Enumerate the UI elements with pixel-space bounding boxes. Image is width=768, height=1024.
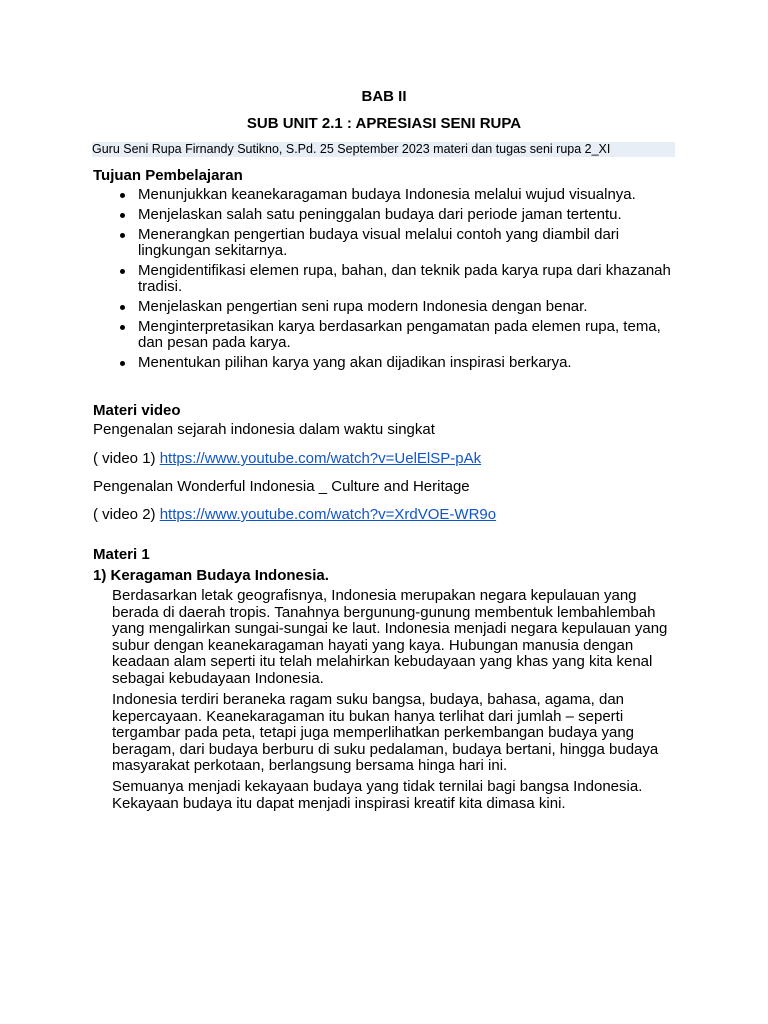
goals-heading: Tujuan Pembelajaran — [93, 167, 243, 184]
teacher-info-highlight: Guru Seni Rupa Firnandy Sutikno, S.Pd. 25 September 2023 materi dan tugas seni rupa 2_XI — [92, 142, 675, 157]
video1-link[interactable]: https://www.youtube.com/watch?v=UelElSP-pAk — [159, 450, 482, 467]
bullet-icon — [120, 361, 125, 366]
chapter-title: BAB II — [361, 88, 407, 105]
video2-link[interactable]: https://www.youtube.com/watch?v=XrdVOE-WR9o — [159, 506, 497, 523]
video2-description: Pengenalan Wonderful Indonesia _ Culture and Heritage — [93, 478, 470, 495]
list-item: Menginterpretasikan karya berdasarkan pengamatan pada elemen rupa, tema, dan pesan pada karya. — [93, 319, 683, 351]
list-item: Menjelaskan pengertian seni rupa modern Indonesia dengan benar. — [93, 299, 683, 315]
bullet-icon — [120, 213, 125, 218]
bullet-icon — [120, 193, 125, 198]
materi1-subheading: 1) Keragaman Budaya Indonesia. — [93, 567, 329, 584]
bullet-icon — [120, 325, 125, 330]
goals-list — [93, 187, 683, 375]
list-item: Menjelaskan salah satu peninggalan budaya dari periode jaman tertentu. — [93, 207, 683, 223]
list-item: Mengidentifikasi elemen rupa, bahan, dan teknik pada karya rupa dari khazanah tradisi. — [93, 263, 683, 295]
materi1-heading: Materi 1 — [93, 546, 150, 563]
paragraph-diversity: Indonesia terdiri beraneka ragam suku bangsa, budaya, bahasa, agama, dan kepercayaan. Keanekaragaman itu bukan hanya terlihat dari jumlah – seperti tergambar pada peta, tetapi juga memperlihatkan perkembangan budaya yang beragam, dari budaya berburu di suku pedalaman, budaya bertani, hingga budaya masyarakat perkotaan, berlangsung bersama hinga hari ini. — [112, 691, 659, 774]
bullet-icon — [120, 233, 125, 238]
video1-line: ( video 1) https://www.youtube.com/watch?v=UelElSP-pAk — [93, 450, 482, 467]
bullet-icon — [120, 269, 125, 274]
subunit-title: SUB UNIT 2.1 : APRESIASI SENI RUPA — [246, 115, 522, 132]
video2-line: ( video 2) https://www.youtube.com/watch?v=XrdVOE-WR9o — [93, 506, 497, 523]
list-item: Menentukan pilihan karya yang akan dijadikan inspirasi berkarya. — [93, 355, 683, 371]
bullet-icon — [120, 305, 125, 310]
video-heading: Materi video — [93, 402, 181, 419]
list-item: Menerangkan pengertian budaya visual melalui contoh yang diambil dari lingkungan sekitarnya. — [93, 227, 683, 259]
video1-description: Pengenalan sejarah indonesia dalam waktu singkat — [93, 421, 435, 438]
paragraph-wealth: Semuanya menjadi kekayaan budaya yang tidak ternilai bagi bangsa Indonesia. Kekayaan budaya itu dapat menjadi inspirasi kreatif kita dimasa kini. — [112, 778, 643, 812]
list-item: Menunjukkan keanekaragaman budaya Indonesia melalui wujud visualnya. — [93, 187, 683, 203]
paragraph-geography: Berdasarkan letak geografisnya, Indonesia merupakan negara kepulauan yang berada di daerah tropis. Tanahnya bergunung-gunung membentuk lembahlembah yang mengalirkan sungai-sungai ke laut. Indonesia menjadi negara kepulauan yang subur dengan keanekaragaman hayati yang kaya. Hubungan manusia dengan keadaan alam seperti itu telah melahirkan kebudayaan yang khas yang kita kenal sebagai kebudayaan Indonesia. — [112, 587, 668, 687]
